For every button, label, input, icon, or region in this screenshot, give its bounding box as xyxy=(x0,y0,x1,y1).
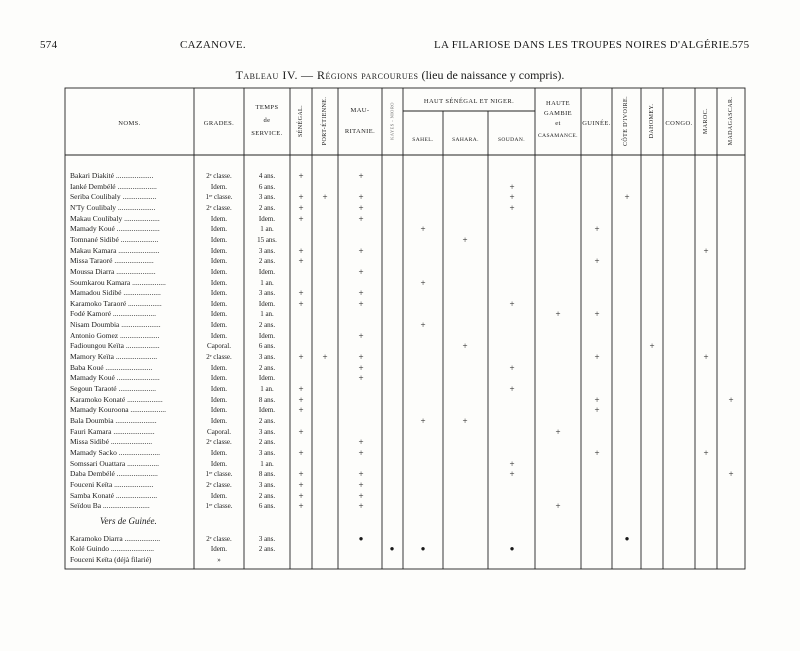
region-mark-maroc: + xyxy=(703,246,709,256)
row-name: Mamady Koué ....................... xyxy=(70,224,160,233)
row-name: Moussa Diarra ..................... xyxy=(70,267,156,276)
running-head-right: LA FILARIOSE DANS LES TROUPES NOIRES D'ALGÉRIE. xyxy=(434,39,733,51)
row-grade: Idem. xyxy=(210,385,228,393)
header-temps-3: SERVICE. xyxy=(251,130,283,137)
region-mark-sahara: + xyxy=(462,416,468,426)
row-grade: Idem. xyxy=(210,225,228,233)
row-grade: Idem. xyxy=(210,364,228,372)
region-mark-mau: + xyxy=(358,267,364,277)
row-temps: 2 ans. xyxy=(258,417,276,425)
region-mark-sen: + xyxy=(298,288,304,298)
row-temps: Idem. xyxy=(258,268,276,276)
worm-row-temps: 3 ans. xyxy=(258,535,276,543)
row-temps: 8 ans. xyxy=(258,470,276,478)
region-mark-mau: + xyxy=(358,469,364,479)
running-head-left: CAZANOVE. xyxy=(180,39,246,51)
row-name: Mamady Sacko ...................... xyxy=(70,448,160,457)
row-grade: Idem. xyxy=(210,406,228,414)
row-grade: Idem. xyxy=(210,492,228,500)
row-grade: 1ʳᵉ classe. xyxy=(205,502,233,510)
region-mark-gambie: + xyxy=(555,309,561,319)
region-mark-sahel: + xyxy=(420,320,426,330)
row-name: Tomnané Sidibé .................... xyxy=(70,235,159,244)
page-number-left: 574 xyxy=(40,39,58,51)
row-grade: Idem. xyxy=(210,215,228,223)
region-mark-madag: + xyxy=(728,395,734,405)
row-name: Karamoko Konaté ................... xyxy=(70,395,163,404)
row-name: Missa Taraoré ..................... xyxy=(70,256,154,265)
row-grade: Idem. xyxy=(210,332,228,340)
region-mark-sen: + xyxy=(298,480,304,490)
row-temps: 6 ans. xyxy=(258,502,276,510)
region-mark-sen: + xyxy=(298,395,304,405)
row-temps: Idem. xyxy=(258,332,276,340)
region-mark-mau: + xyxy=(358,203,364,213)
row-name: Mamady Koué ....................... xyxy=(70,373,160,382)
region-mark-sahara: + xyxy=(462,341,468,351)
row-name: Fodé Kamoré ....................... xyxy=(70,309,157,318)
header-temps-2: de xyxy=(263,117,271,124)
header-sahel: SAHEL. xyxy=(412,137,434,143)
region-mark-mau: + xyxy=(358,299,364,309)
region-mark-mau: + xyxy=(358,288,364,298)
row-temps: 2 ans. xyxy=(258,492,276,500)
row-name: Fadioungou Keïta .................. xyxy=(70,341,160,350)
region-mark-mau: + xyxy=(358,246,364,256)
header-haute-gambie-2: GAMBIE xyxy=(543,110,573,117)
header-haute-gambie-4: CASAMANCE. xyxy=(538,133,578,139)
row-grade: Idem. xyxy=(210,289,228,297)
region-mark-soudan: + xyxy=(509,469,515,479)
header-haute-gambie-1: HAUTE xyxy=(545,100,571,107)
row-grade: Caporal. xyxy=(207,428,231,436)
row-temps: 6 ans. xyxy=(258,183,276,191)
row-grade: Idem. xyxy=(210,396,228,404)
header-senegal: SÉNÉGAL. xyxy=(298,104,304,138)
worm-mark-mau: ● xyxy=(358,534,364,543)
row-temps: 2 ans. xyxy=(258,257,276,265)
region-mark-sen: + xyxy=(298,192,304,202)
row-grade: Caporal. xyxy=(207,342,231,350)
row-temps: 8 ans. xyxy=(258,396,276,404)
worm-row-grade: Idem. xyxy=(210,545,228,553)
region-mark-sahara: + xyxy=(462,235,468,245)
row-name: Soumkarou Kamara .................. xyxy=(70,278,166,287)
region-mark-soudan: + xyxy=(509,384,515,394)
region-mark-gambie: + xyxy=(555,427,561,437)
region-mark-port: + xyxy=(322,192,328,202)
header-temps-1: TEMPS xyxy=(255,104,279,111)
header-small-col: KAYES - NIORO xyxy=(389,102,395,140)
worm-mark-soudan: ● xyxy=(509,544,515,553)
header-haute-gambie-3: et xyxy=(555,120,561,127)
region-mark-mau: + xyxy=(358,352,364,362)
region-mark-guinee: + xyxy=(594,352,600,362)
region-mark-mau: + xyxy=(358,491,364,501)
row-temps: 2 ans. xyxy=(258,204,276,212)
row-temps: 4 ans. xyxy=(258,172,276,180)
row-name: Nisam Doumbia ..................... xyxy=(70,320,161,329)
worm-row-grade: 2ᵉ classe. xyxy=(206,535,232,543)
row-temps: 2 ans. xyxy=(258,321,276,329)
row-grade: Idem. xyxy=(210,417,228,425)
row-grade: Idem. xyxy=(210,374,228,382)
region-mark-mau: + xyxy=(358,501,364,511)
region-mark-maroc: + xyxy=(703,448,709,458)
region-mark-mau: + xyxy=(358,192,364,202)
region-mark-mau: + xyxy=(358,214,364,224)
row-temps: 1 an. xyxy=(260,310,274,318)
region-mark-mau: + xyxy=(358,363,364,373)
region-mark-dahomey: + xyxy=(649,341,655,351)
region-mark-mau: + xyxy=(358,480,364,490)
row-temps: 1 an. xyxy=(260,460,274,468)
row-name: Mamady Kouroona ................... xyxy=(70,405,167,414)
row-temps: Idem. xyxy=(258,374,276,382)
row-name: Segoun Taraoté .................... xyxy=(70,384,156,393)
region-mark-soudan: + xyxy=(509,203,515,213)
row-name: Makau Kamara ...................... xyxy=(70,246,160,255)
region-mark-sahel: + xyxy=(420,278,426,288)
header-madagascar: MADAGASCAR. xyxy=(728,96,734,146)
row-temps: 3 ans. xyxy=(258,481,276,489)
region-mark-sen: + xyxy=(298,501,304,511)
table-note: (lieu de naissance y compris). xyxy=(421,68,565,82)
header-congo: CONGO. xyxy=(665,120,693,127)
row-name: Samba Konaté ...................... xyxy=(70,491,158,500)
region-mark-sahel: + xyxy=(420,416,426,426)
header-mauritanie-1: MAU- xyxy=(350,107,370,114)
row-grade: 2ᵉ classe. xyxy=(206,481,232,489)
worm-row-temps: 2 ans. xyxy=(258,545,276,553)
region-mark-soudan: + xyxy=(509,182,515,192)
region-mark-maroc: + xyxy=(703,352,709,362)
row-temps: 6 ans. xyxy=(258,342,276,350)
worm-row-grade: » xyxy=(217,556,221,564)
header-maroc: MAROC. xyxy=(703,108,709,134)
row-grade: Idem. xyxy=(210,300,228,308)
row-temps: 1 an. xyxy=(260,279,274,287)
row-name: Bala Doumbia ...................... xyxy=(70,416,157,425)
region-mark-sen: + xyxy=(298,299,304,309)
row-temps: 2 ans. xyxy=(258,438,276,446)
row-name: Missa Sidibé ...................... xyxy=(70,437,153,446)
row-grade: 2ᵉ classe. xyxy=(206,353,232,361)
row-grade: Idem. xyxy=(210,183,228,191)
worm-mark-small: ● xyxy=(389,544,395,553)
row-name: Fouceni Keïta ..................... xyxy=(70,480,154,489)
region-mark-soudan: + xyxy=(509,459,515,469)
row-temps: 3 ans. xyxy=(258,428,276,436)
row-temps: 3 ans. xyxy=(258,353,276,361)
header-port-etienne: PORT-ÉTIENNE. xyxy=(322,96,328,146)
row-temps: 15 ans. xyxy=(257,236,277,244)
region-mark-mau: + xyxy=(358,448,364,458)
row-name: Somssari Ouattara ................. xyxy=(70,459,159,468)
row-temps: Idem. xyxy=(258,215,276,223)
region-mark-sen: + xyxy=(298,469,304,479)
row-name: Bakari Diakité .................... xyxy=(70,171,154,180)
region-mark-guinee: + xyxy=(594,448,600,458)
region-mark-madag: + xyxy=(728,469,734,479)
row-grade: Idem. xyxy=(210,268,228,276)
row-grade: Idem. xyxy=(210,310,228,318)
row-temps: 1 an. xyxy=(260,225,274,233)
region-mark-mau: + xyxy=(358,373,364,383)
row-name: Mamadou Sidibé .................... xyxy=(70,288,161,297)
region-mark-cote: + xyxy=(624,192,630,202)
guinea-worm-heading: Vers de Guinée. xyxy=(100,516,157,526)
worm-row-name: Kolé Guindo ....................... xyxy=(70,544,154,553)
row-grade: Idem. xyxy=(210,321,228,329)
row-name: Ianké Dembélé ..................... xyxy=(70,182,157,191)
header-grades: GRADES. xyxy=(203,120,235,127)
row-grade: 1ʳᵉ classe. xyxy=(205,470,233,478)
region-mark-soudan: + xyxy=(509,192,515,202)
region-mark-sen: + xyxy=(298,214,304,224)
row-name: Makau Coulibaly ................... xyxy=(70,214,160,223)
region-mark-sen: + xyxy=(298,246,304,256)
row-grade: 1ʳᵉ classe. xyxy=(205,193,233,201)
row-name: Baba Koué ......................... xyxy=(70,363,153,372)
worm-row-name: Fouceni Keïta (déjà filarié) xyxy=(70,555,152,564)
row-temps: 1 an. xyxy=(260,385,274,393)
region-mark-mau: + xyxy=(358,331,364,341)
row-temps: Idem. xyxy=(258,406,276,414)
header-soudan: SOUDAN. xyxy=(497,137,526,143)
header-haut-senegal-niger: HAUT SÉNÉGAL ET NIGER. xyxy=(423,98,515,105)
page-number-right: 575 xyxy=(732,39,750,51)
region-mark-guinee: + xyxy=(594,395,600,405)
row-grade: Idem. xyxy=(210,449,228,457)
header-guinee: GUINÉE. xyxy=(582,120,611,127)
header-noms: NOMS. xyxy=(118,120,141,127)
region-mark-sen: + xyxy=(298,203,304,213)
region-mark-sahel: + xyxy=(420,224,426,234)
row-grade: 2ᵉ classe. xyxy=(206,204,232,212)
region-mark-mau: + xyxy=(358,171,364,181)
region-mark-gambie: + xyxy=(555,501,561,511)
region-mark-guinee: + xyxy=(594,405,600,415)
row-name: N'Ty Coulibaly .................... xyxy=(70,203,156,212)
row-name: Seïdou Ba ......................... xyxy=(70,501,150,510)
region-mark-sen: + xyxy=(298,384,304,394)
row-temps: 3 ans. xyxy=(258,193,276,201)
table-label: Tableau IV. xyxy=(235,68,298,82)
row-name: Mamory Keïta ...................... xyxy=(70,352,158,361)
row-temps: 3 ans. xyxy=(258,449,276,457)
header-cote-ivoire: CÔTE D'IVOIRE. xyxy=(623,95,629,147)
row-temps: Idem. xyxy=(258,300,276,308)
region-mark-guinee: + xyxy=(594,224,600,234)
row-grade: Idem. xyxy=(210,279,228,287)
row-name: Karamoko Taraoré .................. xyxy=(70,299,162,308)
region-mark-guinee: + xyxy=(594,309,600,319)
row-grade: Idem. xyxy=(210,257,228,265)
region-mark-mau: + xyxy=(358,437,364,447)
region-mark-guinee: + xyxy=(594,256,600,266)
row-name: Daba Dembélé ...................... xyxy=(70,469,158,478)
worm-row-name: Karamoko Diarra ................... xyxy=(70,534,161,543)
region-mark-sen: + xyxy=(298,491,304,501)
header-sahara: SAHARA. xyxy=(452,137,479,143)
region-mark-port: + xyxy=(322,352,328,362)
header-mauritanie-2: RITANIE. xyxy=(344,128,376,135)
region-mark-sen: + xyxy=(298,256,304,266)
row-name: Seriba Coulibaly .................. xyxy=(70,192,157,201)
region-mark-sen: + xyxy=(298,405,304,415)
row-grade: Idem. xyxy=(210,460,228,468)
row-temps: 2 ans. xyxy=(258,364,276,372)
region-mark-sen: + xyxy=(298,352,304,362)
region-mark-sen: + xyxy=(298,427,304,437)
row-grade: Idem. xyxy=(210,247,228,255)
region-mark-sen: + xyxy=(298,171,304,181)
region-mark-soudan: + xyxy=(509,363,515,373)
worm-mark-cote: ● xyxy=(624,534,630,543)
region-mark-sen: + xyxy=(298,448,304,458)
worm-mark-sahel: ● xyxy=(420,544,426,553)
row-name: Antonio Gomez ..................... xyxy=(70,331,160,340)
row-temps: 3 ans. xyxy=(258,289,276,297)
table-title: — Régions parcourues xyxy=(300,68,419,82)
header-dahomey: DAHOMEY. xyxy=(649,103,655,139)
row-name: Fauri Kamara ...................... xyxy=(70,427,155,436)
row-grade: 2ᵉ classe. xyxy=(206,438,232,446)
row-grade: 2ᵉ classe. xyxy=(206,172,232,180)
row-temps: 3 ans. xyxy=(258,247,276,255)
region-mark-soudan: + xyxy=(509,299,515,309)
row-grade: Idem. xyxy=(210,236,228,244)
